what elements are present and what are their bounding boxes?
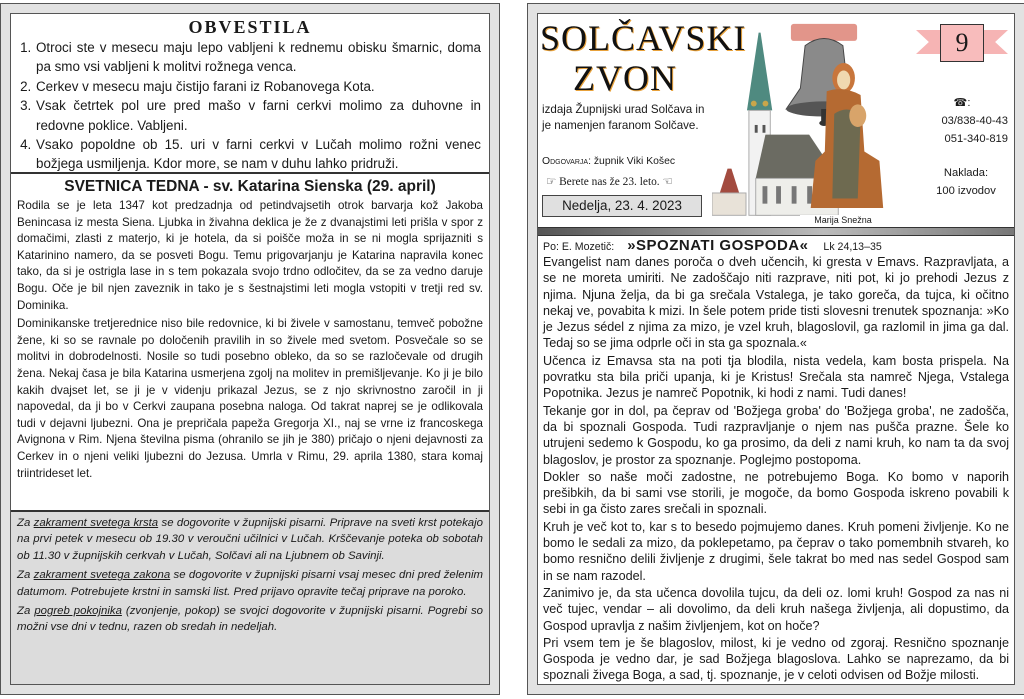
left-page-content [10,13,490,685]
gospel-paragraph: Pri vsem tem je še blagoslov, milost, ki je vedno od zgoraj. Resnično spoznanje Gospoda je vedno dar, je sad Božjega blagoslova. Lahko se naprezamo, da bi spoznali živega Boga, a sad, tj. spoznanje, je v celoti odvisen od Božje milosti. [543,635,1009,683]
announcement-item: 3. Vsak četrtek pol ure pred mašo v farni cerkvi molimo za duhovne in redovne poklice. Vabljeni. [35,96,481,135]
sacraments-section [11,512,489,684]
clock-icon [763,101,769,107]
right-page-content [537,13,1015,685]
announcements-list [11,38,489,174]
responsible-label: Odgovarja: [542,156,591,167]
responsible-line [542,156,675,167]
gospel-reflection [538,236,1014,685]
sacrament-baptism [11,515,489,564]
publisher-text: izdaja Župnijski urad Solčava in je namenjen faranom Solčave. [542,103,705,132]
church-spire [747,33,772,111]
sacrament-marriage [11,567,489,600]
newsletter-title [540,18,747,98]
sacrament-baptism-link: zakrament svetega krsta [33,517,159,529]
phone-number: 03/838-40-43 [941,115,1008,127]
gospel-paragraph: Dokler so naše moči zadostne, ne potrebujemo Boga. Ko bomo v naporih prešibkih, da bi sami vse storili, je mogoče, da bomo Gospoda iskreno povabili k sebi in ga čisto zares srečali in spoznali. [543,469,1009,517]
phone-number: 051-340-819 [944,133,1008,145]
pointing-hand-left-icon: ☜ [662,176,673,188]
announcements-title: OBVESTILA [188,17,312,37]
sacrament-funeral-link: pogreb pokojnika [34,605,122,618]
saint-paragraph: Rodila se je leta 1347 kot predzadnja od petindvajsetih otrok barvarja kož Jakoba Benincasa iz mesta Siena. Ljubka in živahna deklica je že z dvanajstimi leti prišla v spor z domačimi, zlasti z materjo, ki je hotela, da si poišče moža in se ni mogla sprijazniti s Katarinino namero, da se posveti Bogu. Temu prigovarjanju je Katarina napravila konec tako, da si je ostrigla lase in s tem pokazala svojo trdno odločitev, da se za vedno daruje Bogu. Oče je bil njen zaveznik in tako je s šestnajstimi leti mogla vstopiti v tretji red sv. Dominika. [17,199,483,312]
issue-number: 9 [940,24,984,62]
issue-date: Nedelja, 23. 4. 2023 [542,195,702,217]
gospel-paragraph: Tekanje gor in dol, pa čeprav od 'Božjega groba' do 'Božjega groba', ne zadošča, da bi spoznali Gospoda. Tudi razpravljanje o njem nas pušča prazne. Šele ko utrujeni sedemo k Gospodu, ko ga prosimo, da deli z nami kruh, ko nam ta da svoj blagoslov, je prostor za spoznanje. Poglejmo postopoma. [543,403,1009,467]
years-text: Berete nas že 23. leto. [559,176,660,188]
masthead-divider [538,227,1014,236]
gospel-header [543,237,1009,254]
gospel-paragraph: Evangelist nam danes poroča o dveh učencih, ki gresta v Emavs. Razpravljata, a se ne moreta umiriti. Ne zadoščajo niti razprave, niti pot, ki jo prehodi Jezus z njima. Njuna želja, da bi ga srečala Vstalega, je tako goreča, da tujca, ki očitno nekaj ve, povabita k mizi. In šele potem pride tisti slovesni trenutek spoznanja: »Ko je Jezus sédel z njima za mizo, je vzel kruh, blagoslovil, ga razlomil in jima ga dal. Tedaj so se jima odprle oči in sta ga spoznala.« [543,255,1009,351]
gospel-title: »SPOZNATI GOSPODA« [627,237,809,254]
title-line-2: ZVON [573,58,677,98]
gospel-paragraph: Kruh je več kot to, kar s to besedo pojmujemo danes. Kruh pomeni življenje. Ko ne bomo le sedali za mizo, da poklepetamo, pa čeprav o tako pomembnih stvareh, ko bomo resnično delili življenje z drugimi, šele takrat bo med nas sedel Gospod sam in se nam razodel. [543,519,1009,583]
sacrament-text: se dogovorite v župnijski pisarni vsaj mesec dni pred želenim datumom. Potrebujete krstni in samski list. Pred prijavo opravite tečaj priprave na poroko. [17,569,483,598]
saint-title: SVETNICA TEDNA - sv. Katarina Sienska (29. april) [64,178,436,195]
announcements-section [11,14,489,174]
title-line-1: SOLČAVSKI [540,18,747,58]
sacrament-text: (zvonjenje, pokop) se svojci dogovorite v župnijski pisarni. Pogrebi so možni vse dni v tednu, razen ob sredah in nedeljah. [17,605,484,634]
madonna-statue-illustration [806,56,886,214]
pointing-hand-right-icon: ☞ [546,176,557,188]
sacrament-text: Za [17,569,34,582]
chapel [712,193,746,215]
print-run-label: Naklada: [943,167,989,179]
saint-paragraph: Dominikanske tretjerednice niso bile redovnice, ki bi živele v samostanu, temveč pobožne žene, ki so se ravnale po določenih pravilih in so živele med svetom. Posvečale so se molitvi in dobrodelnosti. Nosile so tudi posebno obleko, da so se razločevale od drugih žena. Nekaj časa je bila Katarina usmerjena zgolj na molitev in premišljevanje. Ko ji je bilo kakih dvajset let, se ji je v videnju prikazal Jezus, se z njo skrivnostno zaročil in ji napovedal, da ji bo v Cerkvi zaupana posebna naloga. Od takrat naprej se je odlikovala tudi v dejavni ljubezni. Ona je prepričala papeža Gregorja XI., naj se vrne iz francoskega Avignona v Rim. Njena številna pisma (ohranilo se jih je 380) pričajo o njeni dejavnosti za Cerkev in o njeni veliki ljubezni do Jezusa. Umrla v Rimu, 29. aprila 1380, stara komaj triintrideset let. [17,317,483,480]
announcement-item: 2. Cerkev v mesecu maju čistijo farani iz Robanovega Kota. [35,77,481,96]
print-run [926,164,1006,200]
years-line [546,174,673,188]
sacrament-marriage-link: zakrament svetega zakona [33,569,171,582]
responsible-name: župnik Viki Košec [593,156,676,167]
left-page [0,3,500,695]
issue-number-badge [916,24,1008,60]
masthead [538,14,1014,236]
saint-of-week-section [11,174,489,512]
clock-icon [751,101,757,107]
contact-info: ☎: 03/838-40-43 051-340-819 [916,94,1008,148]
announcement-item: 1. Otroci ste v mesecu maju lepo vabljeni k rednemu obisku šmarnic, doma pa smo vsi vabljeni k molitvi rožnega venca. [35,38,481,77]
sacrament-funeral [11,603,489,636]
announcement-item: 4. Vsako popoldne ob 15. uri v farni cerkvi v Lučah molimo rožni venec božjega usmiljenja. Kdor more, se nam v duhu lahko pridruži. [35,135,481,174]
phone-icon: ☎ [953,97,968,109]
sacrament-text: Za [17,517,34,529]
sacrament-text: se dogovorite v župnijski pisarni. Priprave na sveti krst potekajo na prvi petek v mesecu ob 19.30 v veroučni učilnici v Lučah. Krščevanje poteka ob sobotah ob 11.30 v župnijskih cerkvah v Lučah, Solčavi ali na Ljubnem ob Savinji. [17,517,483,562]
sacrament-text: Za [17,605,35,618]
gospel-paragraph: Zanimivo je, da sta učenca dovolila tujcu, da deli oz. lomi kruh! Gospod za nas ni več tujec, vendar – ali dovolimo, da deli kruh našega življenja, ali dopustimo, da Gospod upravlja z našim življenjem, kot on hoče? [543,585,1009,633]
print-run-value: 100 izvodov [936,185,996,197]
gospel-paragraph: Učenca iz Emavsa sta na poti tja blodila, nista vedela, kam bosta prispela. Na povratku sta bila priči upanja, ki je Kristus! Srečala sta namreč Njega, Vstalega Popotnika. Jezus je namreč Popotnik, ki hodi z nami. Tudi danes! [543,353,1009,401]
gospel-reference: Lk 24,13–35 [823,241,882,253]
gospel-author: Po: E. Mozetič: [543,241,615,253]
right-page [527,3,1024,695]
statue-caption: Marija Snežna [800,215,886,226]
chapel-roof [720,169,739,193]
